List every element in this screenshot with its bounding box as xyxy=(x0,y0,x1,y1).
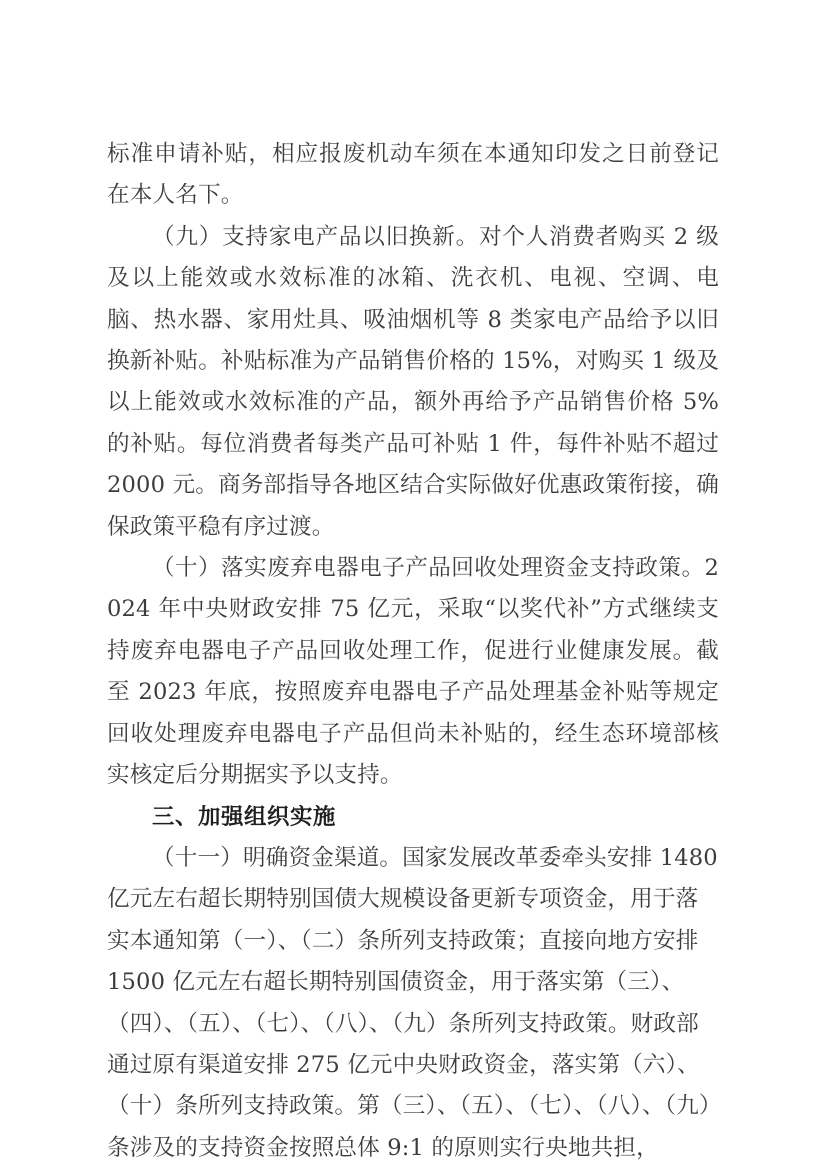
paragraph-vehicle-scrappage-continued: 标准申请补贴，相应报废机动车须在本通知印发之日前登记在本人名下。 xyxy=(107,141,719,209)
paragraph-item-ten-ewaste-recycling: （十）落实废弃电器电子产品回收处理资金支持政策。2024 年中央财政安排 75 亿元，采取“以奖代补”方式继续支持废弃电器电子产品回收处理工作，促进行业健康发展。截至 2023 年底，按照废弃电器电子产品处理基金补贴等规定回收处理废弃电器电子产品但尚未补贴的，经生态环境部核实核定后分期据实予以支持。 xyxy=(107,555,719,789)
document-text-column xyxy=(107,134,719,1169)
paragraph-item-eleven-funding-channels: （十一）明确资金渠道。国家发展改革委牵头安排 1480 亿元左右超长期特别国债大规模设备更新专项资金，用于落实本通知第（一）、（二）条所列支持政策；直接向地方安排 1500 亿元左右超长期特别国债资金，用于落实第（三）、（四）、（五）、（七）、（八）、（九）条所列支持政策。财政部通过原有渠道安排 275 亿元中央财政资金，落实第（六）、（十）条所列支持政策。第（三）、（五）、（七）、（八）、（九）条涉及的支持资金按照总体 9:1 的原则实行央地共担， xyxy=(107,844,718,1161)
paragraph-item-nine-home-appliances: （九）支持家电产品以旧换新。对个人消费者购买 2 级及以上能效或水效标准的冰箱、洗衣机、电视、空调、电脑、热水器、家用灶具、吸油烟机等 8 类家电产品给予以旧换新补贴。补贴标准为产品销售价格的 15%，对购买 1 级及以上能效或水效标准的产品，额外再给予产品销售价格 5%的补贴。每位消费者每类产品可补贴 1 件，每件补贴不超过 2000 元。商务部指导各地区结合实际做好优惠政策衔接，确保政策平稳有序过渡。 xyxy=(107,223,719,540)
heading-section-three-strengthen-implementation: 三、加强组织实施 xyxy=(152,803,336,830)
